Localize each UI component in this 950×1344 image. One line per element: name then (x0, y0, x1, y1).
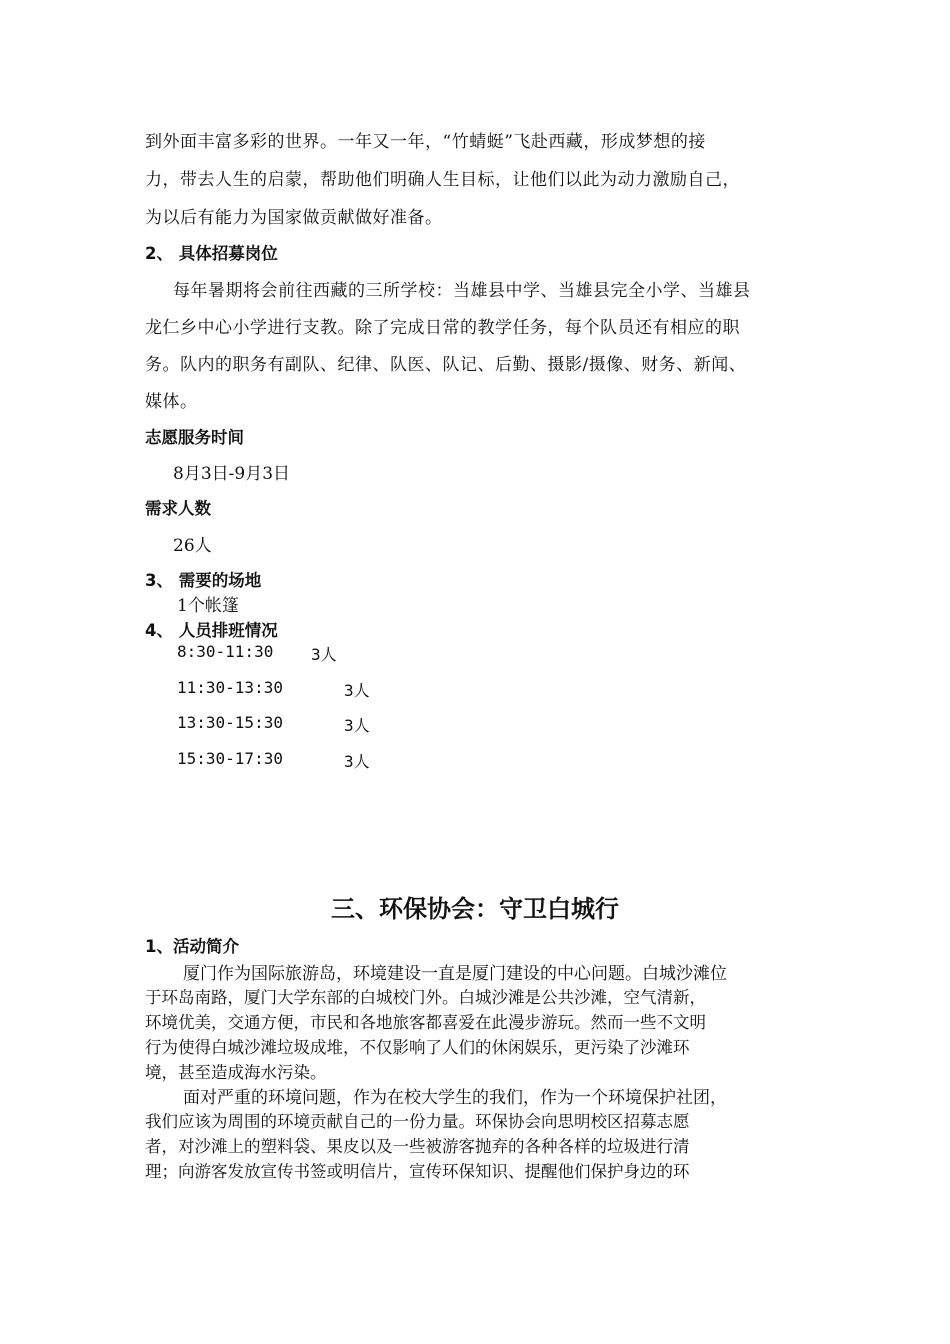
intro-line: 到外面丰富多彩的世界。一年又一年，“竹蜻蜓”飞赴西藏，形成梦想的接 (145, 132, 706, 152)
positions-line: 每年暑期将会前往西藏的三所学校：当雄县中学、当雄县完全小学、当雄县 (173, 281, 751, 301)
headcount-heading: 需求人数 (145, 499, 211, 518)
schedule-time: 8:30-11:30 (177, 642, 274, 661)
paragraph-line: 面对严重的环境问题，作为在校大学生的我们，作为一个环境保护社团， (183, 1088, 727, 1108)
positions-heading: 2、 具体招募岗位 (145, 244, 278, 263)
schedule-row (177, 642, 337, 664)
venue-heading: 3、 需要的场地 (145, 571, 262, 590)
schedule-time: 15:30-17:30 (177, 749, 283, 768)
paragraph-line: 于环岛南路，厦门大学东部的白城校门外。白城沙滩是公共沙滩，空气清新， (145, 988, 706, 1007)
section-subheading: 1、活动简介 (145, 937, 239, 956)
paragraph-line: 我们应该为周围的环境贡献自己的一份力量。环保协会向思明校区招募志愿 (145, 1112, 690, 1131)
paragraph-line: 厦门作为国际旅游岛，环境建设一直是厦门建设的中心问题。白城沙滩位 (183, 964, 727, 984)
positions-line: 龙仁乡中心小学进行支教。除了完成日常的教学任务，每个队员还有相应的职 (145, 318, 740, 338)
venue-value: 1个帐篷 (177, 596, 239, 616)
paragraph-line: 行为使得白城沙滩垃圾成堆，不仅影响了人们的休闲娱乐，更污染了沙滩环 (145, 1038, 690, 1057)
positions-line: 务。队内的职务有副队、纪律、队医、队记、后勤、摄影/摄像、财务、新闻、 (145, 355, 747, 375)
schedule-time: 11:30-13:30 (177, 678, 283, 697)
schedule-row (177, 749, 370, 771)
schedule-heading: 4、 人员排班情况 (145, 621, 278, 640)
headcount-value: 26人 (173, 536, 212, 556)
section-title: 三、环保协会：守卫白城行 (331, 895, 619, 923)
service-time-value: 8月3日-9月3日 (173, 464, 291, 484)
schedule-row (177, 713, 370, 735)
schedule-count: 3人 (344, 681, 370, 700)
paragraph-line: 境，甚至造成海水污染。 (145, 1063, 327, 1082)
schedule-count: 3人 (344, 752, 370, 771)
service-time-heading: 志愿服务时间 (145, 428, 244, 447)
schedule-count: 3人 (311, 645, 337, 664)
positions-line: 媒体。 (145, 392, 198, 412)
paragraph-line: 者，对沙滩上的塑料袋、果皮以及一些被游客抛弃的各种各样的垃圾进行清 (145, 1137, 690, 1156)
schedule-time: 13:30-15:30 (177, 713, 283, 732)
schedule-row (177, 678, 370, 700)
paragraph-line: 理；向游客发放宣传书签或明信片，宣传环保知识、提醒他们保护身边的环 (145, 1162, 690, 1181)
intro-line: 为以后有能力为国家做贡献做好准备。 (145, 208, 443, 228)
schedule-count: 3人 (344, 716, 370, 735)
intro-line: 力，带去人生的启蒙，帮助他们明确人生目标，让他们以此为动力激励自己， (145, 170, 740, 190)
paragraph-line: 环境优美，交通方便，市民和各地旅客都喜爱在此漫步游玩。然而一些不文明 (145, 1013, 706, 1032)
